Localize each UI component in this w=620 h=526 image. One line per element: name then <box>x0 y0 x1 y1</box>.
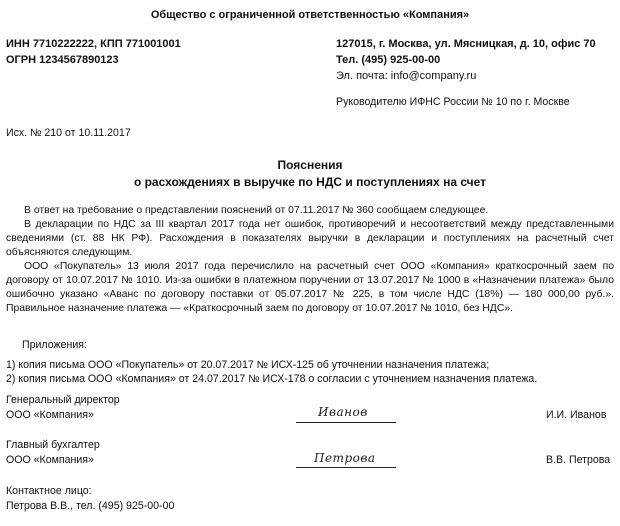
accountant-position: Главный бухгалтер <box>6 439 100 451</box>
accountant-signature-line <box>296 467 396 468</box>
director-signature-block <box>6 393 120 422</box>
attachments-heading: Приложения: <box>22 339 87 351</box>
contact-label: Контактное лицо: <box>6 485 92 497</box>
document-body <box>6 204 614 316</box>
accountant-name: В.В. Петрова <box>546 454 611 466</box>
ogrn: ОГРН 1234567890123 <box>6 53 119 66</box>
document-subtitle: о расхождениях в выручке по НДС и поступлениях на счет <box>133 175 487 189</box>
document-title: Пояснения <box>277 158 343 172</box>
accountant-signature-block <box>6 438 100 467</box>
director-signature: Иванов <box>318 405 368 419</box>
director-org: ООО «Компания» <box>6 408 94 421</box>
director-signature-line <box>296 422 396 423</box>
contact-block <box>6 484 174 513</box>
company-phone: Тел. (495) 925-00-00 <box>336 53 441 66</box>
company-header: Общество с ограниченной ответственностью «Компания» <box>150 9 470 21</box>
addressee: Руководителю ИФНС России № 10 по г. Москве <box>336 96 570 108</box>
accountant-signature: Петрова <box>314 451 376 465</box>
body-paragraph-3: ООО «Покупатель» 13 июля 2017 года перечислило на расчетный счет ООО «Компания» краткосрочный заем по договору от 10.07.2017 № 1010. Из-за ошибки в платежном поручении от 13.07.2017 № 1000 в «Назначении платежа» было ошибочно указано «Аванс по договору поставки от 05.07.2017 № 225, в том числе НДС (18%) — 180 000,00 руб.». Правильное назначение платежа — «Краткосрочный заем по договору от 10.07.2017 № 1010, без НДС». <box>6 260 614 314</box>
inn-kpp: ИНН 7710222222, КПП 771001001 <box>6 38 181 50</box>
requisites-right <box>336 37 596 85</box>
outgoing-number: Исх. № 210 от 10.11.2017 <box>6 127 131 139</box>
attachments <box>6 338 614 387</box>
accountant-org: ООО «Компания» <box>6 453 94 466</box>
company-address: 127015, г. Москва, ул. Мясницкая, д. 10, офис 70 <box>336 38 596 50</box>
attachment-item-1: 1) копия письма ООО «Покупатель» от 20.07.2017 № ИСХ-125 об уточнении назначения платежа; <box>6 358 490 371</box>
requisites-left <box>6 37 181 69</box>
director-position: Генеральный директор <box>6 394 120 406</box>
director-name: И.И. Иванов <box>546 409 607 421</box>
body-paragraph-2: В декларации по НДС за III квартал 2017 года нет ошибок, противоречий и несоответствий между представленными сведениями (ст. 88 НК РФ). Расхождения в показателях выручки в декларации и поступлениях на расчетный счет объясняются следующим. <box>6 218 614 258</box>
contact-value: Петрова В.В., тел. (495) 925-00-00 <box>6 499 175 512</box>
body-paragraph-1: В ответ на требование о представлении пояснений от 07.11.2017 № 360 сообщаем следующее. <box>24 205 489 216</box>
company-email: Эл. почта: info@company.ru <box>336 69 477 82</box>
attachment-item-2: 2) копия письма ООО «Компания» от 24.07.2017 № ИСХ-178 о согласии с уточнением назначения платежа. <box>6 373 538 386</box>
